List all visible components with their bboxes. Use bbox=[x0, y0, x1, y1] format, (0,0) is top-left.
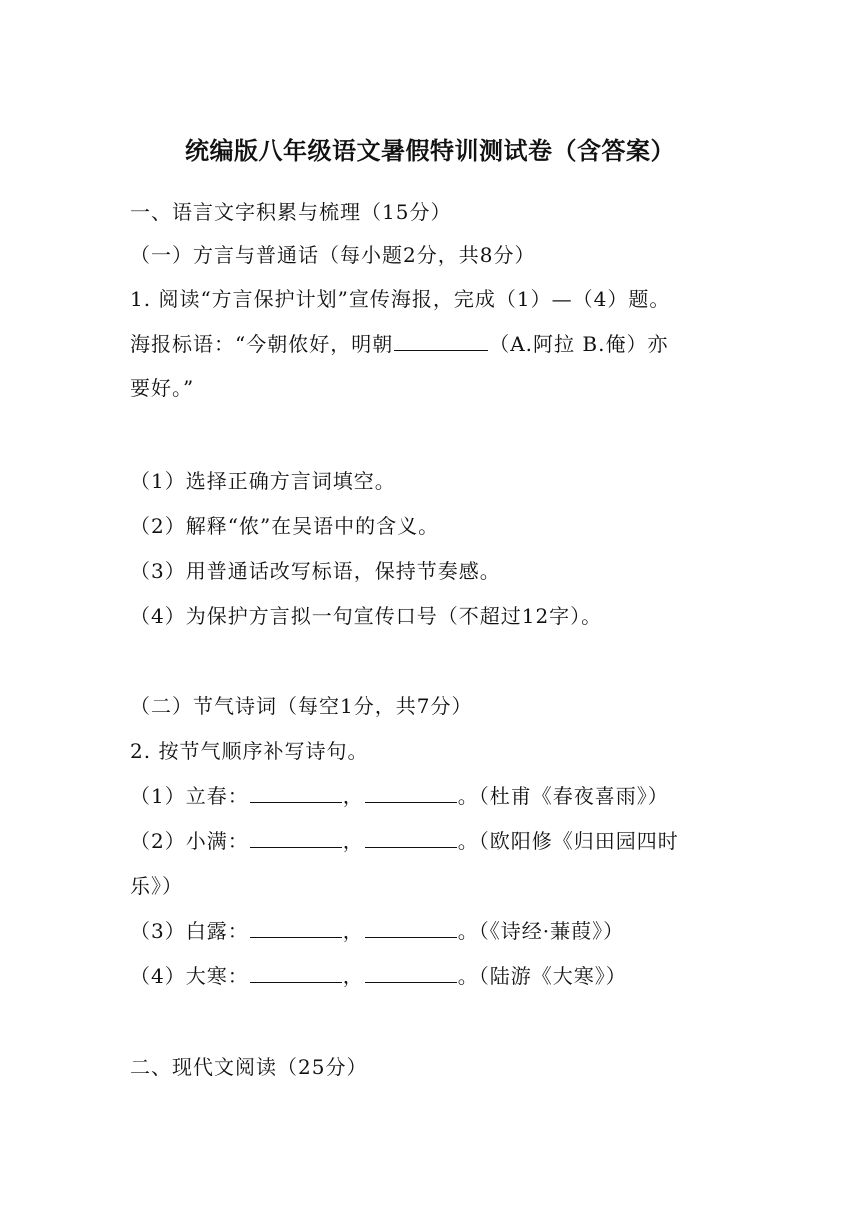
poem-item-4 bbox=[130, 961, 730, 991]
dialect-options: （A.阿拉 B.俺）亦 bbox=[489, 332, 669, 356]
poem-source: 。（《诗经·蒹葭》） bbox=[457, 919, 625, 943]
subquestion-1: （1）选择正确方言词填空。 bbox=[130, 469, 396, 493]
poem-source: 。（陆游《大寒》） bbox=[457, 964, 627, 988]
poster-slogan-text: 海报标语：“今朝侬好，明朝 bbox=[130, 332, 394, 356]
poem-item-2 bbox=[130, 826, 730, 856]
answer-blank[interactable] bbox=[365, 917, 457, 938]
subquestion-2: （2）解释“侬”在吴语中的含义。 bbox=[130, 514, 440, 538]
answer-blank[interactable] bbox=[250, 827, 342, 848]
answer-blank[interactable] bbox=[250, 917, 342, 938]
section1-heading: 一、语言文字积累与梳理（15分） bbox=[130, 200, 452, 224]
subquestion-3: （3）用普通话改写标语，保持节奏感。 bbox=[130, 559, 501, 583]
poem-item-2-wrap: 乐》） bbox=[130, 874, 183, 898]
poem-item-label: （1）立春： bbox=[130, 784, 249, 808]
answer-blank[interactable] bbox=[394, 330, 488, 351]
comma: ， bbox=[342, 829, 364, 853]
poem-source: 。（欧阳修《归田园四时 bbox=[457, 829, 679, 853]
answer-blank[interactable] bbox=[365, 962, 457, 983]
poem-item-3 bbox=[130, 916, 730, 946]
poem-item-label: （4）大寒： bbox=[130, 964, 249, 988]
poem-source: 。（杜甫《春夜喜雨》） bbox=[457, 784, 669, 808]
section2-heading: 二、现代文阅读（25分） bbox=[130, 1055, 368, 1079]
poem-item-1 bbox=[130, 781, 730, 811]
answer-blank[interactable] bbox=[365, 782, 457, 803]
answer-blank[interactable] bbox=[365, 827, 457, 848]
part2-heading: （二）节气诗词（每空1分，共7分） bbox=[130, 694, 473, 718]
comma: ， bbox=[342, 784, 364, 808]
comma: ， bbox=[342, 919, 364, 943]
comma: ， bbox=[342, 964, 364, 988]
poster-slogan-line bbox=[130, 329, 730, 359]
answer-blank[interactable] bbox=[250, 782, 342, 803]
poster-slogan-end: 要好。” bbox=[130, 376, 195, 400]
poem-item-label: （3）白露： bbox=[130, 919, 249, 943]
question2-prompt: 2. 按节气顺序补写诗句。 bbox=[130, 739, 369, 763]
question1-prompt: 1. 阅读“方言保护计划”宣传海报，完成（1）—（4）题。 bbox=[130, 287, 671, 311]
answer-blank[interactable] bbox=[250, 962, 342, 983]
subquestion-4: （4）为保护方言拟一句宣传口号（不超过12字）。 bbox=[130, 604, 603, 628]
poem-item-label: （2）小满： bbox=[130, 829, 249, 853]
page-title: 统编版八年级语文暑假特训测试卷（含答案） bbox=[185, 137, 675, 165]
part1-heading: （一）方言与普通话（每小题2分，共8分） bbox=[130, 243, 536, 267]
